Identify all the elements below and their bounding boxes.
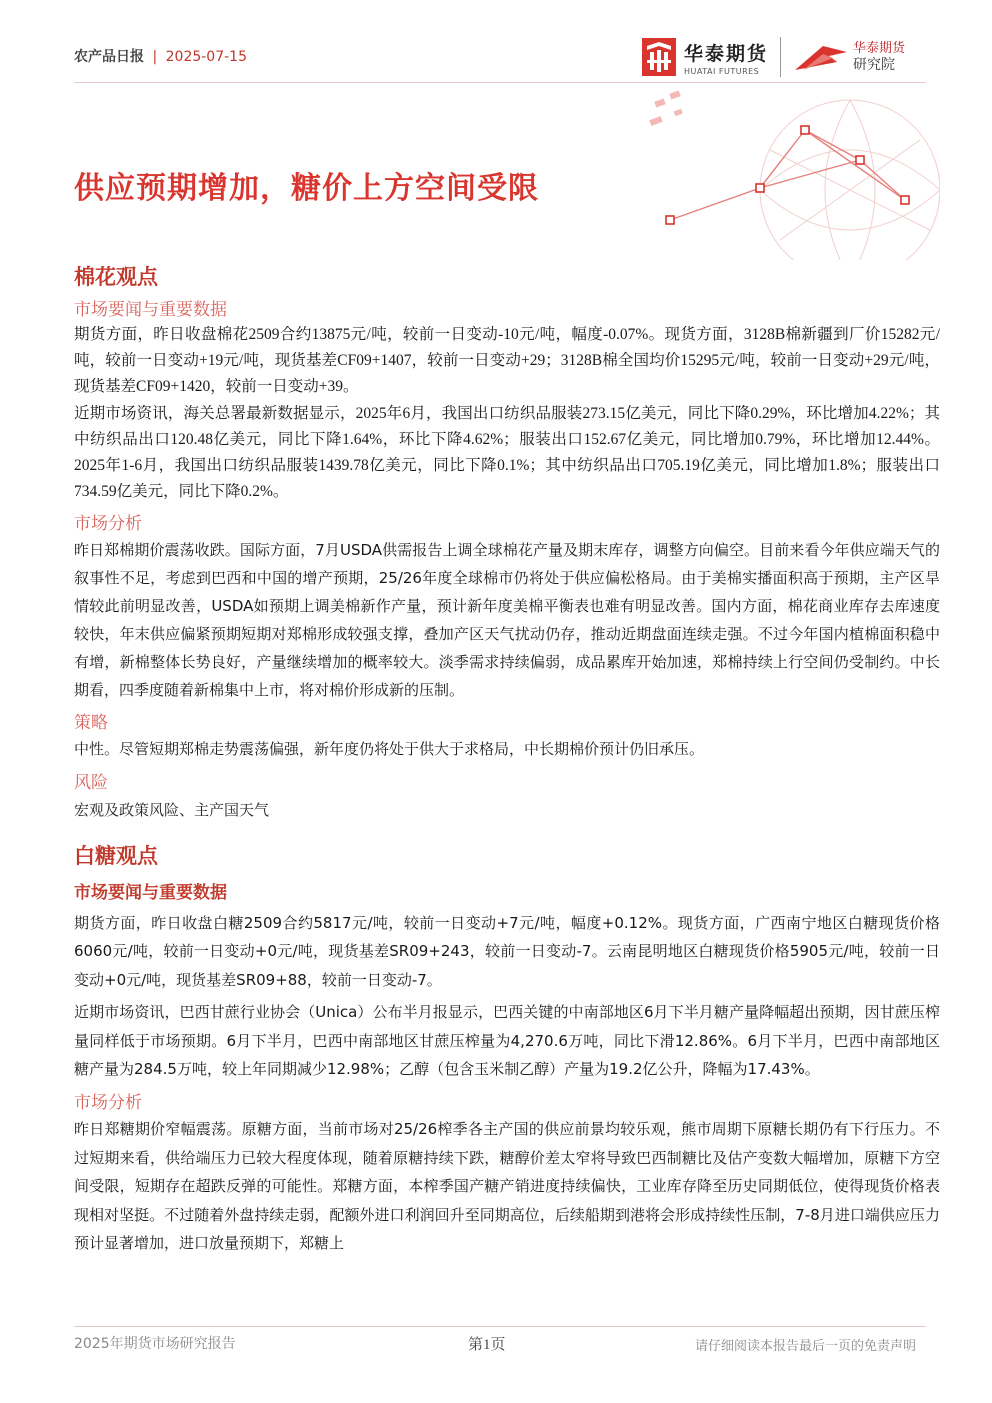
footer-report-name: 2025年期货市场研究报告 bbox=[74, 1336, 236, 1352]
brand-name-cn: 华泰期货 bbox=[684, 42, 769, 65]
report-header bbox=[74, 46, 247, 66]
cotton-analysis-heading: 市场分析 bbox=[74, 514, 142, 535]
cotton-section-title: 棉花观点 bbox=[74, 265, 158, 289]
header-separator: | bbox=[152, 49, 158, 65]
cotton-analysis-paragraph: 昨日郑棉期价震荡收跌。国际方面，7月USDA供需报告上调全球棉花产量及期末库存，调整方向偏空。目前来看今年供应端天气的叙事性不足，考虑到巴西和中国的增产预期，25/26年度全球棉市仍将处于供应偏松格局。由于美棉实播面积高于预期，主产区旱情较此前明显改善，USDA如预期上调美棉新作产量，预计新年度美棉平衡表也难有明显改善。国内方面，棉花商业库存去库速度较快，年末供应偏紧预期短期对郑棉形成较强支撑，叠加产区天气扰动仍存，推动近期盘面连续走强。不过今年国内植棉面积稳中有增，新棉整体长势良好，产量继续增加的概率较大。淡季需求持续偏弱，成品累库开始加速，郑棉持续上行空间仍受制约。中长期看，四季度随着新棉集中上市，将对棉价形成新的压制。 bbox=[74, 541, 940, 700]
institute-name-line1: 华泰期货 bbox=[853, 41, 906, 56]
sugar-analysis-paragraph: 昨日郑糖期价窄幅震荡。原糖方面，当前市场对25/26榨季各主产国的供应前景均较乐观，熊市周期下原糖长期仍有下行压力。不过短期来看，供给端压力已较大程度体现，随着原糖持续下跌，糖醇价差太窄将导致巴西制糖比及估产变数大幅增加，原糖下方空间受限，短期存在超跌反弹的可能性。郑糖方面，本榨季国产糖产销进度持续偏快，工业库存降至历史同期低位，使得现货价格表现相对坚挺。不过随着外盘持续走弱，配额外进口利润回升至同期高位，后续船期到港将会形成持续性压制，7-8月进口端供应压力预计显著增加，进口放量预期下，郑糖上 bbox=[74, 1119, 940, 1253]
report-date: 2025-07-15 bbox=[165, 49, 247, 65]
institute-name-line2: 研究院 bbox=[853, 57, 896, 73]
network-decoration-graphic bbox=[560, 70, 940, 260]
sugar-analysis-heading: 市场分析 bbox=[74, 1092, 142, 1113]
cotton-risk-heading: 风险 bbox=[74, 772, 108, 793]
disclaimer-note: 请仔细阅读本报告最后一页的免责声明 bbox=[694, 1339, 916, 1354]
cotton-news-paragraph-1: 期货方面，昨日收盘棉花2509合约13875元/吨，较前一日变动-10元/吨，幅度-0.07%。现货方面，3128B棉新疆到厂价15282元/吨，较前一日变动+19元/吨，现货基差CF09+1407，较前一日变动+29；3128B棉全国均价15295元/吨，较前一日变动+29元/吨，现货基差CF09+1420，较前一日变动+39。 bbox=[74, 326, 940, 396]
cotton-strategy-paragraph: 中性。尽管短期郑棉走势震荡偏强，新年度仍将处于供大于求格局，中长期棉价预计仍旧承压。 bbox=[74, 740, 705, 759]
sugar-news-paragraph-2: 近期市场资讯，巴西甘蔗行业协会（Unica）公布半月报显示，巴西关键的中南部地区6月下半月糖产量降幅超出预期，因甘蔗压榨量同样低于市场预期。6月下半月，巴西中南部地区甘蔗压榨量为4,270.6万吨，同比下滑12.86%。6月下半月，巴西中南部地区糖产量为284.5万吨，较上年同期减少12.98%；乙醇（包含玉米制乙醇）产量为19.2亿公升，降幅为17.43%。 bbox=[74, 1003, 940, 1079]
cotton-risk-paragraph: 宏观及政策风险、主产国天气 bbox=[74, 800, 270, 819]
brand-name-en: HUATAI FUTURES bbox=[684, 66, 760, 76]
cotton-news-paragraph-2: 近期市场资讯，海关总署最新数据显示，2025年6月，我国出口纺织品服装273.15亿美元，同比下降0.29%，环比增加4.22%；其中纺织品出口120.48亿美元，同比下降1.64%，环比下降4.62%；服装出口152.67亿美元，同比增加0.79%，环比增加12.44%。2025年1-6月，我国出口纺织品服装1439.78亿美元，同比下降0.1%；其中纺织品出口705.19亿美元，同比增加1.8%；服装出口734.59亿美元，同比下降0.2%。 bbox=[74, 404, 940, 501]
page-number: 第1页 bbox=[468, 1337, 506, 1353]
report-type: 农产品日报 bbox=[74, 49, 144, 65]
sugar-news-paragraph-1: 期货方面，昨日收盘白糖2509合约5817元/吨，较前一日变动+7元/吨，幅度+0.12%。现货方面，广西南宁地区白糖现货价格6060元/吨，较前一日变动+0元/吨，现货基差SR09+243，较前一日变动-7。云南昆明地区白糖现货价格5905元/吨，较前一日变动+0元/吨，现货基差SR09+88，较前一日变动-7。 bbox=[74, 913, 940, 989]
institute-logo-icon bbox=[793, 40, 849, 74]
report-body bbox=[74, 255, 940, 1258]
cotton-news-heading: 市场要闻与重要数据 bbox=[74, 300, 227, 320]
report-title: 供应预期增加，糖价上方空间受限 bbox=[74, 171, 539, 206]
sugar-news-heading: 市场要闻与重要数据 bbox=[74, 882, 227, 903]
cotton-strategy-heading: 策略 bbox=[74, 713, 108, 734]
footer-divider bbox=[74, 1326, 926, 1327]
sugar-section-title: 白糖观点 bbox=[74, 843, 158, 868]
